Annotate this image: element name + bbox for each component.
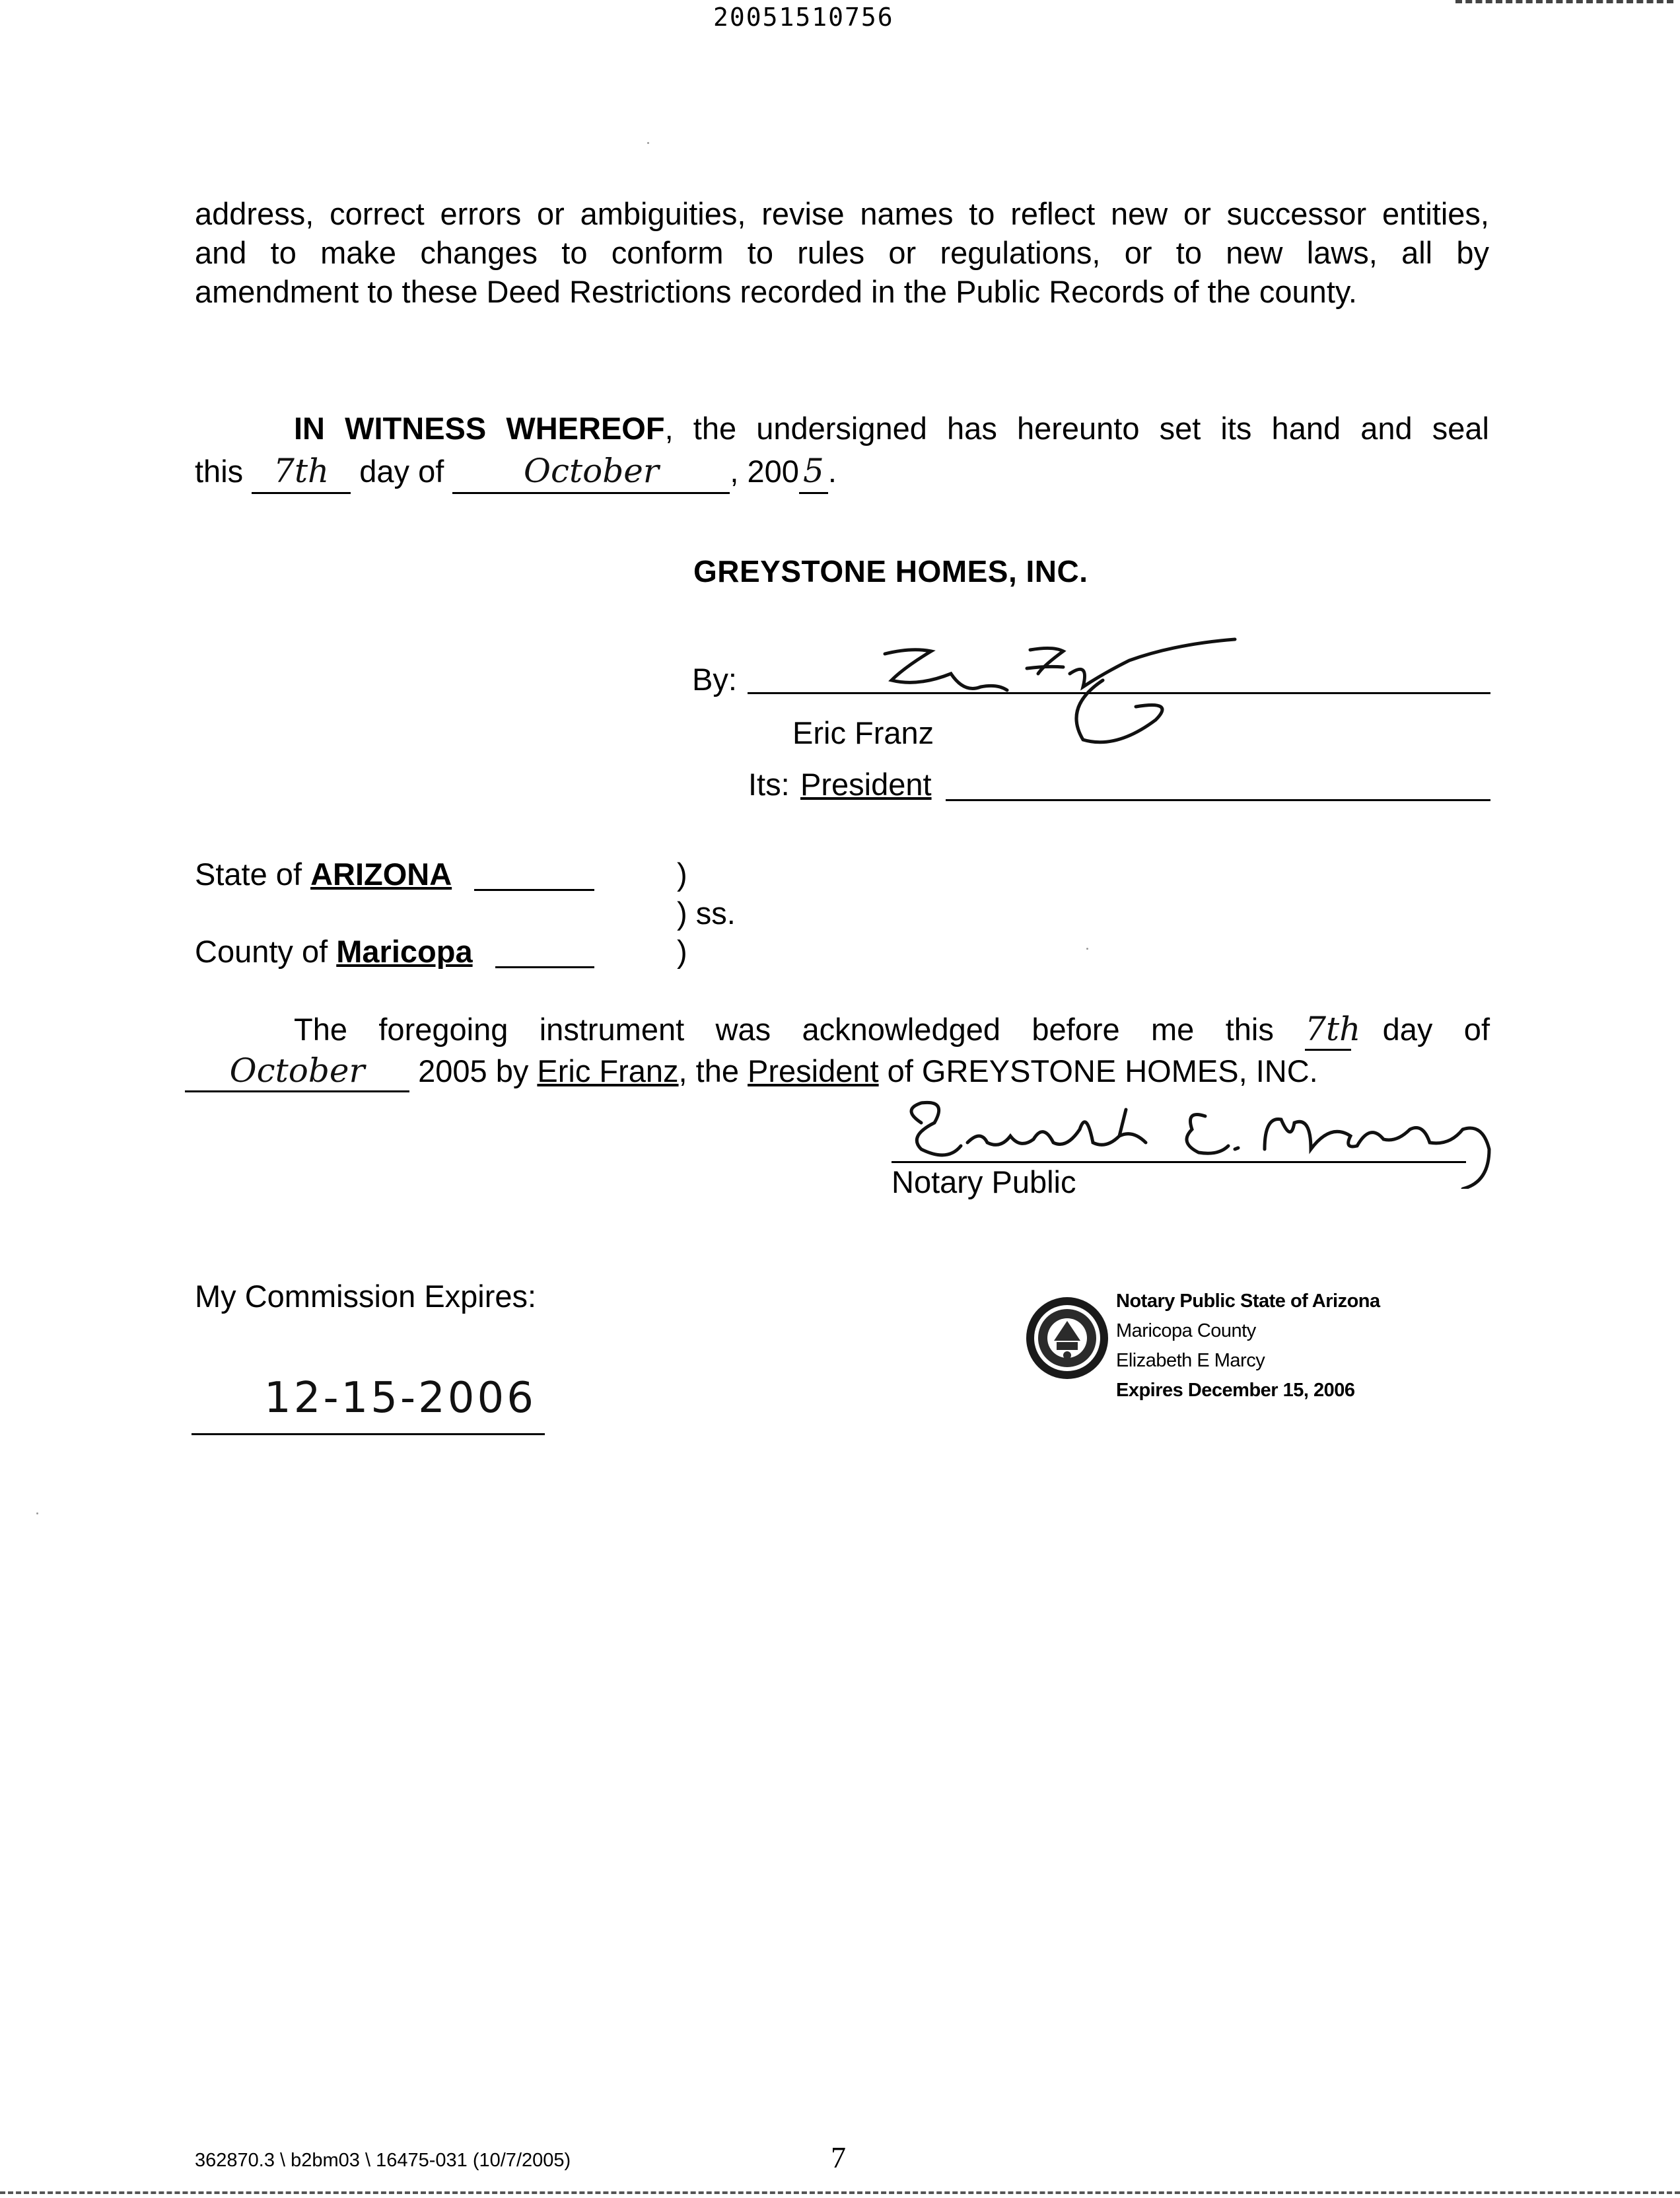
ack-person: Eric Franz — [537, 1053, 679, 1088]
state-underline — [474, 889, 594, 891]
witness-lead-rest: , the undersigned has hereunto set its hand and seal — [664, 411, 1489, 446]
its-label: Its: — [748, 767, 790, 802]
witness-period: . — [827, 454, 837, 489]
commission-expiry: 12-15-2006 — [264, 1374, 536, 1423]
county-underline — [495, 966, 594, 968]
company-name: GREYSTONE HOMES, INC. — [693, 554, 1088, 588]
acknowledgment-paragraph — [185, 1009, 1490, 1092]
notary-label: Notary Public — [892, 1164, 1076, 1199]
witness-year-prefix: , 200 — [730, 454, 799, 489]
ack-day-blank: 7th — [1305, 1009, 1351, 1051]
venue-state — [195, 856, 452, 892]
venue-paren-bottom: ) — [677, 934, 687, 969]
notary-seal-icon — [1024, 1294, 1111, 1382]
scan-speck — [36, 1512, 38, 1514]
ack-company: of GREYSTONE HOMES, INC. — [887, 1053, 1318, 1088]
its-line — [946, 799, 1490, 801]
ack-year: 2005 — [418, 1053, 487, 1088]
scan-speck — [1086, 948, 1088, 950]
by-label: By: — [692, 662, 737, 697]
scan-bottom-edge — [0, 2191, 1680, 2194]
stamp-line-2: Maricopa County — [1116, 1320, 1256, 1341]
state-label: State of — [195, 857, 302, 892]
venue-paren-top: ) — [677, 857, 687, 892]
state-value: ARIZONA — [310, 857, 452, 892]
county-value: Maricopa — [336, 934, 473, 969]
witness-line-2 — [195, 450, 1489, 494]
venue-ss: ) ss. — [677, 896, 736, 931]
ack-text: The foregoing instrument was acknowledged before me this — [294, 1012, 1274, 1047]
ack-month-blank: October — [185, 1051, 409, 1092]
commission-expiry-line — [192, 1433, 545, 1435]
scan-speck — [647, 142, 649, 144]
signer-name: Eric Franz — [792, 715, 934, 750]
ack-line-1 — [185, 1009, 1490, 1051]
footer-doc-id: 362870.3 \ b2bm03 \ 16475-031 (10/7/2005) — [195, 2150, 571, 2171]
witness-year-digit: 5 — [799, 450, 828, 494]
witness-month-blank: October — [452, 450, 730, 494]
recording-number: 20051510756 — [713, 3, 894, 32]
ack-title: President — [748, 1053, 879, 1088]
body-line-1: address, correct errors or ambiguities, revise names to reflect new or successor entities, — [195, 196, 1489, 231]
witness-day-blank: 7th — [252, 450, 351, 494]
body-line-2: and to make changes to conform to rules or regulations, or to new laws, all by — [195, 235, 1489, 270]
witness-day-of: day of — [359, 454, 444, 489]
its-title: President — [800, 767, 932, 802]
stamp-line-3: Elizabeth E Marcy — [1116, 1350, 1265, 1371]
scan-edge-marks — [1455, 0, 1673, 7]
witness-lead: IN WITNESS WHEREOF — [294, 411, 665, 446]
ack-the: , the — [678, 1053, 739, 1088]
stamp-line-1: Notary Public State of Arizona — [1116, 1291, 1380, 1312]
notary-signature-line — [892, 1161, 1466, 1163]
county-label: County of — [195, 934, 328, 969]
venue-county — [195, 933, 473, 970]
body-paragraph — [195, 194, 1489, 311]
witness-clause — [195, 408, 1489, 494]
witness-this: this — [195, 454, 244, 489]
ack-by: by — [495, 1053, 529, 1088]
notary-stamp-text — [1116, 1287, 1380, 1405]
body-line-3: amendment to these Deed Restrictions recorded in the Public Records of the county. — [195, 274, 1357, 309]
commission-label: My Commission Expires: — [195, 1279, 537, 1314]
witness-line-1 — [195, 408, 1489, 450]
ack-day-of: day of — [1382, 1012, 1490, 1047]
stamp-line-4: Expires December 15, 2006 — [1116, 1380, 1355, 1401]
page-number: 7 — [831, 2141, 846, 2174]
